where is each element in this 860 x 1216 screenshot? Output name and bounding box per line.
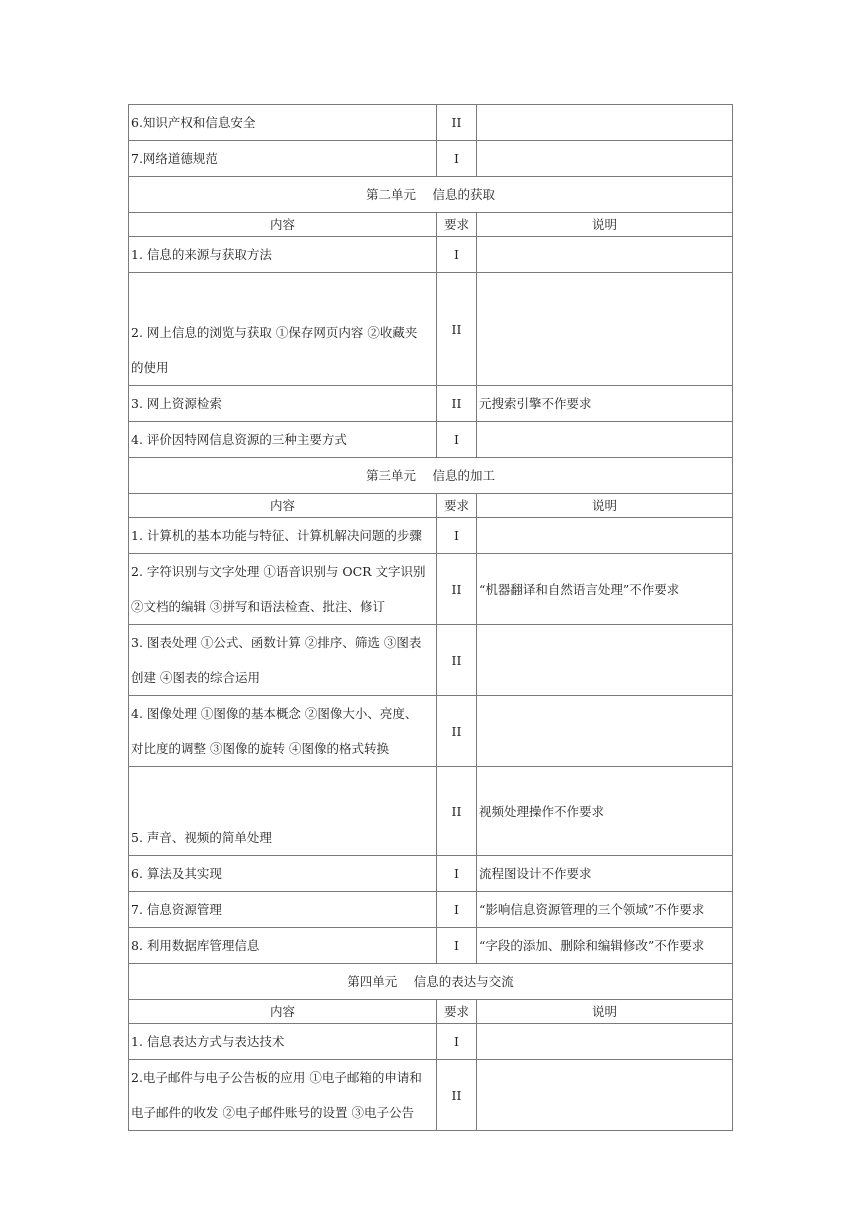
content-cell: 1. 信息的来源与获取方法 [129, 237, 437, 273]
table-row [129, 518, 733, 554]
content-cell: 5. 声音、视频的简单处理 [129, 767, 437, 856]
note-cell: 元搜索引擎不作要求 [477, 386, 733, 422]
content-cell: 4. 图像处理 ①图像的基本概念 ②图像大小、亮度、 对比度的调整 ③图像的旋转 ④图像的格式转换 [129, 696, 437, 767]
table-row [129, 237, 733, 273]
requirement-cell: II [437, 386, 477, 422]
table-row [129, 1024, 733, 1060]
requirement-cell: II [437, 105, 477, 141]
section-title-row [129, 458, 733, 494]
note-cell: 流程图设计不作要求 [477, 856, 733, 892]
header-row [129, 494, 733, 518]
note-cell: “字段的添加、删除和编辑修改”不作要求 [477, 928, 733, 964]
section-title-row [129, 177, 733, 213]
content-cell: 3. 图表处理 ①公式、函数计算 ②排序、筛选 ③图表 创建 ④图表的综合运用 [129, 625, 437, 696]
requirement-cell: I [437, 422, 477, 458]
section-title-row [129, 964, 733, 1000]
table-row [129, 141, 733, 177]
table-row [129, 554, 733, 625]
content-cell: 8. 利用数据库管理信息 [129, 928, 437, 964]
table-row [129, 105, 733, 141]
header-row [129, 213, 733, 237]
table-row [129, 856, 733, 892]
note-cell [477, 141, 733, 177]
unit-title: 第二单元 信息的获取 [129, 177, 733, 213]
content-cell: 7.网络道德规范 [129, 141, 437, 177]
requirement-cell: I [437, 892, 477, 928]
note-cell [477, 273, 733, 386]
table-row [129, 767, 733, 856]
requirement-cell: II [437, 625, 477, 696]
requirement-cell: I [437, 1024, 477, 1060]
note-cell [477, 1060, 733, 1131]
content-cell: 6. 算法及其实现 [129, 856, 437, 892]
requirement-cell: I [437, 141, 477, 177]
content-cell: 1. 信息表达方式与表达技术 [129, 1024, 437, 1060]
table-row [129, 625, 733, 696]
header-row [129, 1000, 733, 1024]
table-row [129, 892, 733, 928]
note-cell: 视频处理操作不作要求 [477, 767, 733, 856]
content-cell: 1. 计算机的基本功能与特征、计算机解决问题的步骤 [129, 518, 437, 554]
header-content: 内容 [129, 494, 437, 518]
content-cell: 7. 信息资源管理 [129, 892, 437, 928]
note-cell [477, 105, 733, 141]
content-cell: 6.知识产权和信息安全 [129, 105, 437, 141]
content-cell: 3. 网上资源检索 [129, 386, 437, 422]
note-cell [477, 237, 733, 273]
note-cell [477, 696, 733, 767]
requirement-cell: I [437, 928, 477, 964]
unit-title: 第四单元 信息的表达与交流 [129, 964, 733, 1000]
note-cell [477, 625, 733, 696]
content-cell: 4. 评价因特网信息资源的三种主要方式 [129, 422, 437, 458]
note-cell: “影响信息资源管理的三个领域”不作要求 [477, 892, 733, 928]
header-content: 内容 [129, 1000, 437, 1024]
requirement-cell: II [437, 273, 477, 386]
note-cell: “机器翻译和自然语言处理”不作要求 [477, 554, 733, 625]
header-note: 说明 [477, 1000, 733, 1024]
requirement-cell: II [437, 1060, 477, 1131]
content-cell: 2. 字符识别与文字处理 ①语音识别与 OCR 文字识别 ②文档的编辑 ③拼写和语法检查、批注、修订 [129, 554, 437, 625]
table-row [129, 1060, 733, 1131]
header-requirement: 要求 [437, 494, 477, 518]
requirement-cell: I [437, 518, 477, 554]
table-row [129, 696, 733, 767]
table-row [129, 422, 733, 458]
requirement-cell: I [437, 856, 477, 892]
note-cell [477, 422, 733, 458]
note-cell [477, 518, 733, 554]
table-row [129, 928, 733, 964]
table-row [129, 273, 733, 386]
header-note: 说明 [477, 494, 733, 518]
header-requirement: 要求 [437, 1000, 477, 1024]
table-row [129, 386, 733, 422]
content-cell: 2.电子邮件与电子公告板的应用 ①电子邮箱的申请和 电子邮件的收发 ②电子邮件账号的设置 ③电子公告 [129, 1060, 437, 1131]
requirement-cell: II [437, 696, 477, 767]
requirement-cell: I [437, 237, 477, 273]
header-requirement: 要求 [437, 213, 477, 237]
curriculum-table [128, 104, 733, 1131]
header-note: 说明 [477, 213, 733, 237]
unit-title: 第三单元 信息的加工 [129, 458, 733, 494]
requirement-cell: II [437, 767, 477, 856]
note-cell [477, 1024, 733, 1060]
content-cell: 2. 网上信息的浏览与获取 ①保存网页内容 ②收藏夹 的使用 [129, 273, 437, 386]
header-content: 内容 [129, 213, 437, 237]
requirement-cell: II [437, 554, 477, 625]
